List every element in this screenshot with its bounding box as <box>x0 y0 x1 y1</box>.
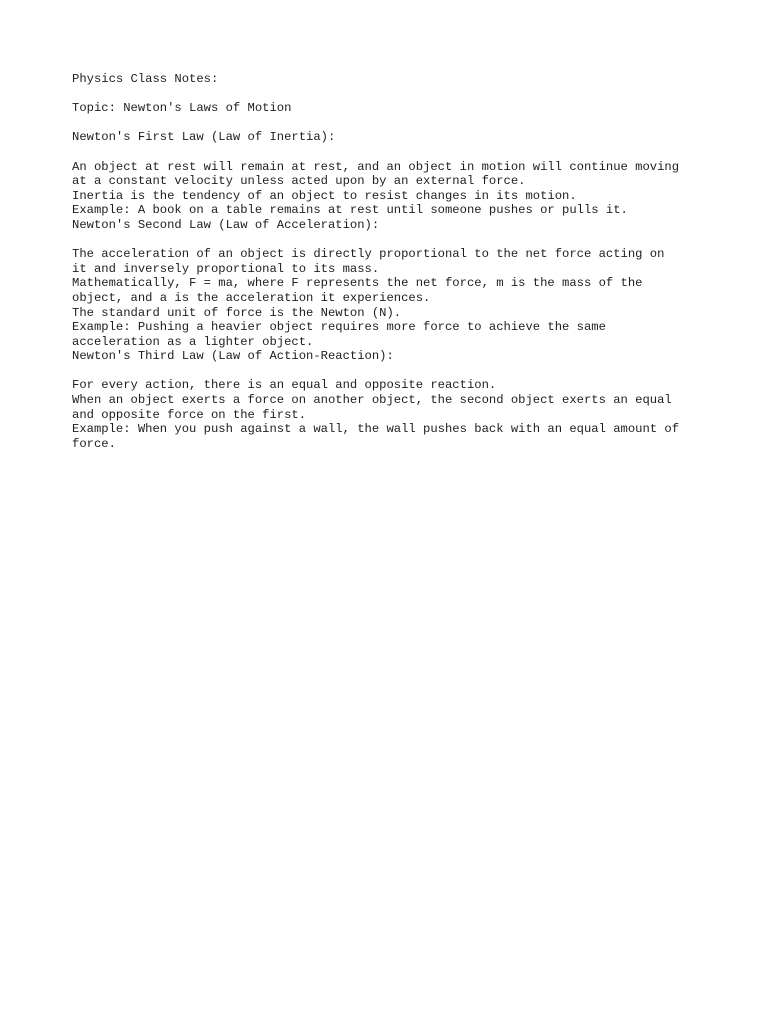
blank-line <box>72 87 712 102</box>
text-line: Example: Pushing a heavier object requires more force to achieve the same <box>72 320 606 335</box>
blank-line <box>72 364 712 379</box>
text-line: The standard unit of force is the Newton (N). <box>72 305 402 320</box>
second-law-heading: Newton's Second Law (Law of Acceleration): <box>72 217 380 232</box>
blank-line <box>72 116 712 131</box>
text-line: Inertia is the tendency of an object to resist changes in its motion. <box>72 188 577 203</box>
third-law-heading: Newton's Third Law (Law of Action-Reaction): <box>72 349 394 364</box>
text-line: Example: When you push against a wall, the wall pushes back with an equal amount of <box>72 422 680 437</box>
text-line: force. <box>72 436 116 451</box>
blank-line <box>72 145 712 160</box>
text-line: The acceleration of an object is directly proportional to the net force acting on <box>72 247 665 262</box>
document-page <box>72 72 712 451</box>
text-line: An object at rest will remain at rest, and an object in motion will continue moving <box>72 159 680 174</box>
text-line: and opposite force on the first. <box>72 407 307 422</box>
topic-line: Topic: Newton's Laws of Motion <box>72 101 292 116</box>
blank-line <box>72 233 712 248</box>
text-line: When an object exerts a force on another object, the second object exerts an equal <box>72 393 672 408</box>
text-line: it and inversely proportional to its mass. <box>72 261 380 276</box>
text-line: Example: A book on a table remains at rest until someone pushes or pulls it. <box>72 203 628 218</box>
first-law-heading: Newton's First Law (Law of Inertia): <box>72 130 336 145</box>
text-line: at a constant velocity unless acted upon by an external force. <box>72 174 526 189</box>
document-heading: Physics Class Notes: <box>72 72 219 86</box>
text-line: acceleration as a lighter object. <box>72 334 314 349</box>
text-line: For every action, there is an equal and opposite reaction. <box>72 378 497 393</box>
text-line: Mathematically, F = ma, where F represents the net force, m is the mass of the <box>72 276 643 291</box>
text-line: object, and a is the acceleration it experiences. <box>72 290 431 305</box>
